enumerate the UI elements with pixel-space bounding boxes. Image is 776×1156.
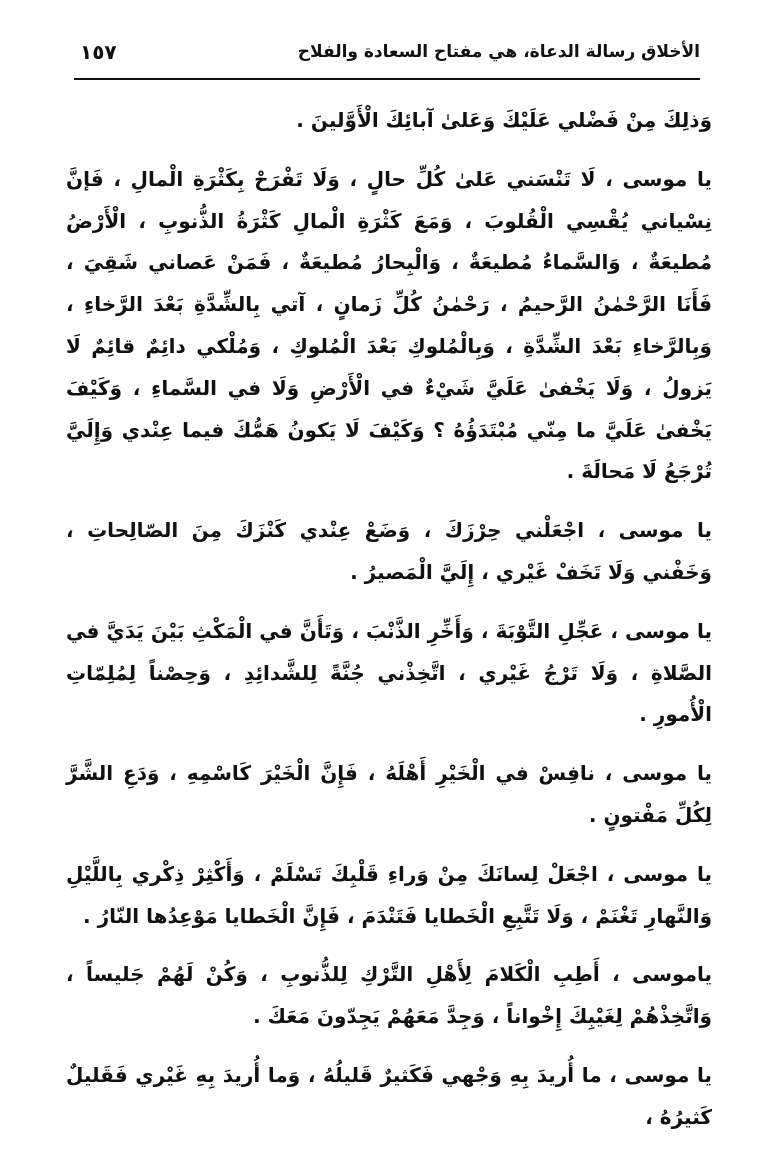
paragraph: يا موسى ، عَجِّلِ التَّوْبَةَ ، وَأَخِّرِ الذَّنْبَ ، وَتَأَنَّ في الْمَكْثِ بَيْنَ يَدَيَّ في الصَّلاةِ ، وَلَا تَرْجُ غَيْري ، اتَّخِذْني جُنَّةً لِلشَّدائِدِ ، وَحِصْناً لِمُلِمّاتِ الْأُمورِ .	[66, 618, 712, 727]
paragraph: ياموسى ، أَطِبِ الْكَلامَ لِأَهْلِ التَّرْكِ لِلذُّنوبِ ، وَكُنْ لَهُمْ جَليساً ، وَاتَّخِذْهُمْ لِغَيْبِكَ إِخْواناً ، وَجِدَّ مَعَهُمْ يَجِدّونَ مَعَكَ .	[66, 962, 712, 1029]
paragraph: يا موسى ، اجْعَلْ لِسانَكَ مِنْ وَراءِ قَلْبِكَ تَسْلَمْ ، وَأَكْثِرْ ذِكْري بِاللَّيْلِ وَالنَّهارِ تَغْنَمْ ، وَلَا تَتَّبِعِ الْخَطايا فَتَنْدَمَ ، فَإِنَّ الْخَطايا مَوْعِدُها النّارُ .	[66, 861, 712, 928]
paragraph: وَذلِكَ مِنْ فَضْلي عَلَيْكَ وَعَلىٰ آبائِكَ الْأَوَّلينَ .	[296, 108, 712, 132]
paragraph: يا موسى ، اجْعَلْني حِرْزَكَ ، وَضَعْ عِنْدي كَنْزَكَ مِنَ الصّالِحاتِ ، وَخَفْني وَلَا تَخَفْ غَيْري ، إِلَيَّ الْمَصيرُ .	[66, 518, 712, 584]
paragraph: يا موسى ، لَا تَنْسَني عَلىٰ كُلِّ حالٍ ، وَلَا تَفْرَحْ بِكَثْرَةِ الْمالِ ، فَإنَّ نِسْياني يُقْسِي الْقُلوبَ ، وَمَعَ كَثْرَةِ الْمالِ كَثْرَةُ الذُّنوبِ ، الْأَرْضُ مُطيعَةٌ ، وَالسَّماءُ مُطيعَةٌ ، وَالْبِحارُ مُطيعَةٌ ، فَمَنْ عَصاني شَقِيَ ، فَأَنَا الرَّحْمٰنُ الرَّحيمُ ، رَحْمٰنُ كُلِّ زَمانٍ ، آتي بِالشِّدَّةِ بَعْدَ الرَّخاءِ ، وَبِالرَّخاءِ بَعْدَ الشِّدَّةِ ، وَبِالْمُلوكِ بَعْدَ الْمُلوكِ ، وَمُلْكي دائِمٌ قائِمٌ لَا يَزولُ ، وَلَا يَخْفىٰ عَلَيَّ شَيْءٌ في الْأَرْضِ وَلَا في السَّماءِ ، وَكَيْفَ يَخْفىٰ عَلَيَّ ما مِنّي مُبْتَدَؤُهُ ؟ وَكَيْفَ لَا يَكونُ هَمُّكَ فيما عِنْدي وَإِلَيَّ تُرْجَعُ لَا مَحالَةَ .	[66, 166, 712, 484]
running-title: الأخلاق رسالة الدعاة، هي مفتاح السعادة والفلاح	[297, 42, 700, 62]
paragraph: يا موسى ، ما أُريدَ بِهِ وَجْهي فَكَثيرٌ قَليلُهُ ، وَما أُريدَ بِهِ غَيْري فَقَليلٌ كَثيرُهُ ،	[66, 1062, 712, 1129]
page-header	[74, 34, 700, 80]
paragraph: يا موسى ، نافِسْ في الْخَيْرِ أَهْلَهُ ، فَإِنَّ الْخَيْرَ كَاسْمِهِ ، وَدَعِ الشَّرَّ لِكُلِّ مَفْتونٍ .	[66, 761, 712, 827]
page-number: ١٥٧	[80, 40, 117, 64]
body-text	[66, 100, 712, 1156]
